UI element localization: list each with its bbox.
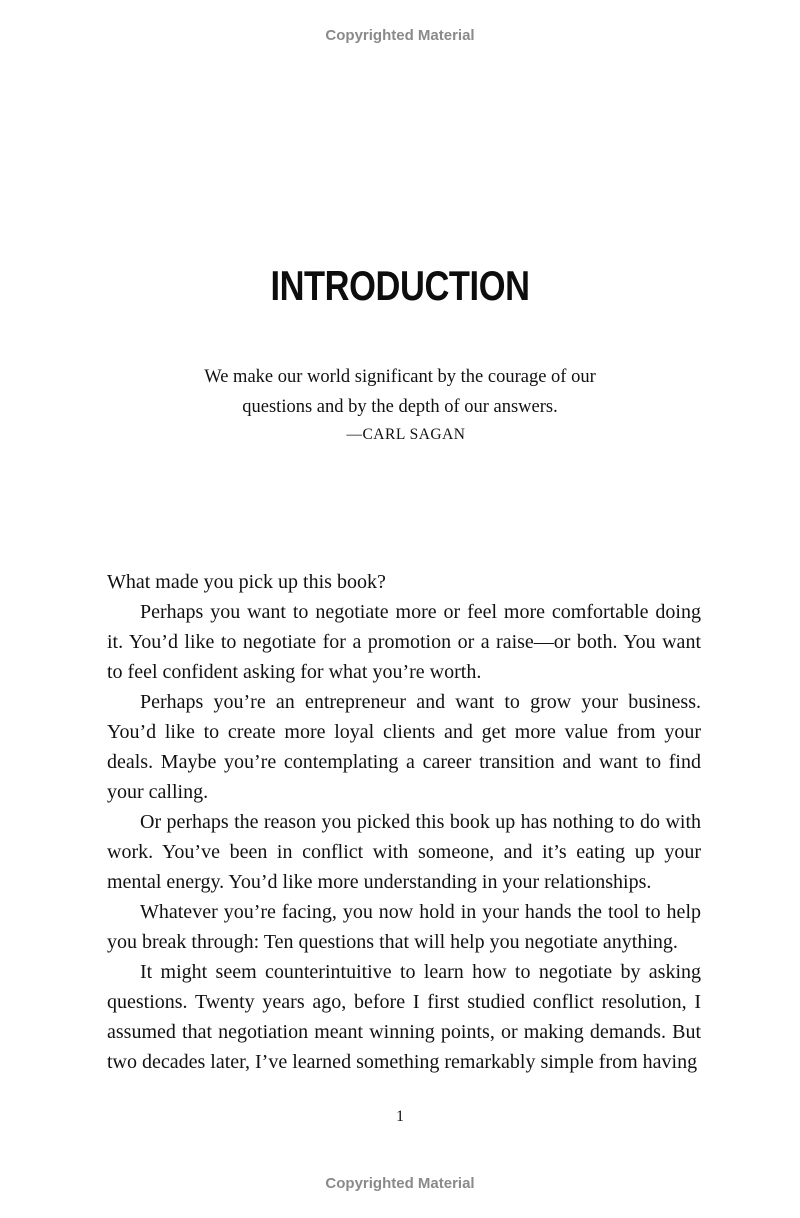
- epigraph-line-2: questions and by the depth of our answers.: [242, 397, 558, 417]
- epigraph-attribution: —CARL SAGAN: [346, 426, 466, 443]
- paragraph: Perhaps you’re an entrepreneur and want to grow your business. You’d like to create more loyal clients and get more value from your deals. Maybe you’re contemplating a career transition and want to find your calling.: [107, 691, 701, 803]
- paragraph: Whatever you’re facing, you now hold in your hands the tool to help you break through: Ten questions that will help you negotiate anything.: [107, 901, 701, 953]
- copyright-watermark-top: Copyrighted Material: [325, 27, 475, 44]
- body-text: [107, 567, 701, 1077]
- paragraph: Perhaps you want to negotiate more or feel more comfortable doing it. You’d like to negotiate for a promotion or a raise—or both. You want to feel confident asking for what you’re worth.: [107, 601, 701, 683]
- copyright-watermark-bottom: Copyrighted Material: [325, 1175, 475, 1192]
- page-number: 1: [396, 1108, 404, 1125]
- paragraph: Or perhaps the reason you picked this book up has nothing to do with work. You’ve been in conflict with someone, and it’s eating up your mental energy. You’d like more understanding in your relationships.: [107, 811, 701, 893]
- paragraph: What made you pick up this book?: [107, 571, 386, 593]
- paragraph: It might seem counterintuitive to learn how to negotiate by asking questions. Twenty years ago, before I first studied conflict resolution, I assumed that negotiation meant winning points, or making demands. But two decades later, I’ve learned something remarkably simple from having: [107, 961, 701, 1073]
- epigraph: [0, 362, 800, 448]
- epigraph-line-1: We make our world significant by the courage of our: [204, 367, 596, 387]
- chapter-title: INTRODUCTION: [270, 262, 530, 309]
